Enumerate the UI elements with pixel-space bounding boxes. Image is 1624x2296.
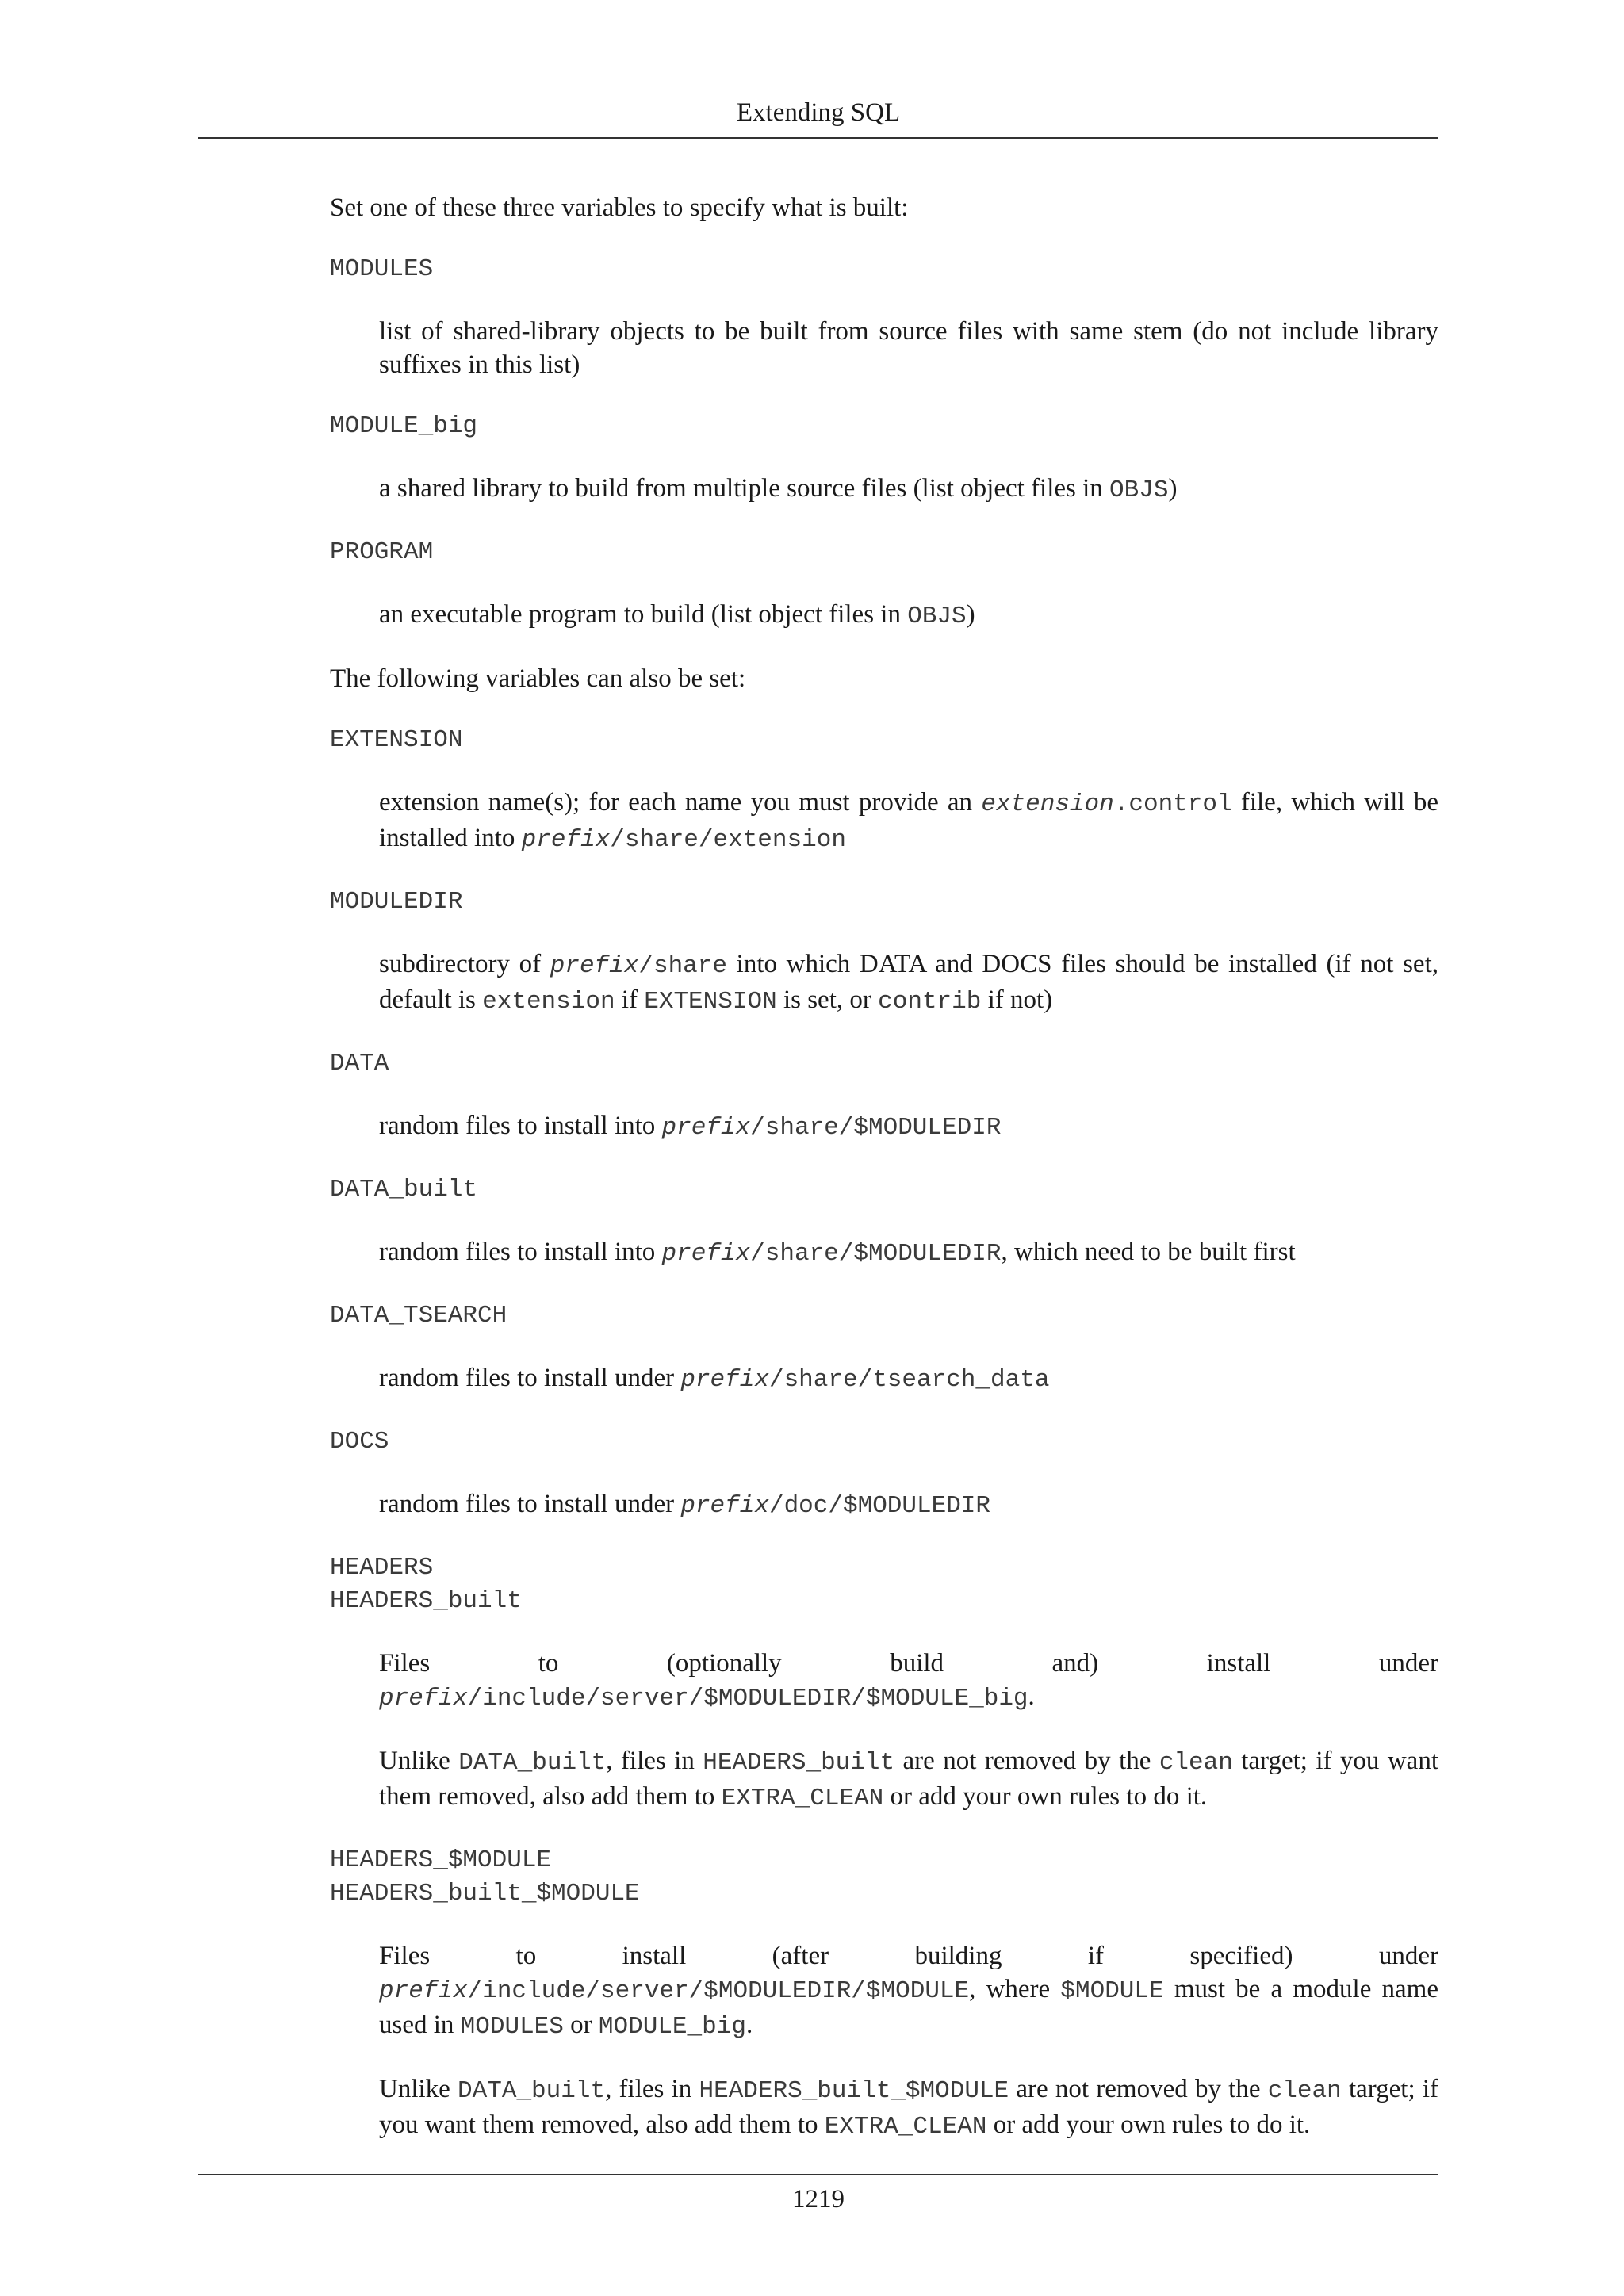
def-headers-p2: Unlike DATA_built, files in HEADERS_built are not removed by the clean target; if you want them removed, also add them to EXTRA_CLEAN or add your own rules to do it.: [379, 1747, 1438, 1812]
term-program: PROGRAM: [330, 538, 434, 566]
def-data-built: random files to install into prefix/share/$MODULEDIR, which need to be built first: [379, 1238, 1296, 1268]
term-headers-module: HEADERS_$MODULE HEADERS_built_$MODULE: [330, 1846, 640, 1908]
term-headers: HEADERS HEADERS_built: [330, 1554, 522, 1615]
page-body: [330, 191, 1438, 2172]
footer-rule: [198, 2174, 1438, 2175]
def-module-big: a shared library to build from multiple source files (list object files in OBJS): [379, 474, 1178, 504]
term-module-big: MODULE_big: [330, 412, 478, 440]
header-rule: [198, 137, 1438, 139]
def-modules: list of shared-library objects to be built from source files with same stem (do not include library suffixes in this list): [379, 317, 1438, 379]
term-docs: DOCS: [330, 1428, 389, 1456]
def-moduledir: subdirectory of prefix/share into which DATA and DOCS files should be installed (if not set, default is extension if EXTENSION is set, or contrib if not): [379, 950, 1438, 1016]
def-program: an executable program to build (list object files in OBJS): [379, 600, 975, 630]
def-headers-module-p2: Unlike DATA_built, files in HEADERS_built_$MODULE are not removed by the clean target; if you want them removed, also add them to EXTRA_CLEAN or add your own rules to do it.: [379, 2075, 1439, 2141]
term-moduledir: MODULEDIR: [330, 888, 463, 916]
page-number: 1219: [792, 2185, 845, 2214]
def-headers-module-p1: Files to install (after building if specified) under prefix/include/server/$MODULEDIR/$MODULE, where $MODULE must be a module name used in MODULES or MODULE_big.: [379, 1942, 1438, 2041]
def-data-tsearch: random files to install under prefix/share/tsearch_data: [379, 1364, 1050, 1394]
def-data: random files to install into prefix/share/$MODULEDIR: [379, 1112, 1002, 1142]
term-data-tsearch: DATA_TSEARCH: [330, 1302, 508, 1330]
term-data: DATA: [330, 1050, 389, 1077]
code-objs: OBJS: [1109, 476, 1169, 504]
def-extension: extension name(s); for each name you must provide an extension.control file, which will be installed into prefix/share/extension: [379, 788, 1439, 854]
term-modules: MODULES: [330, 255, 434, 283]
def-headers-p1: Files to (optionally build and) install under prefix/include/server/$MODULEDIR/$MODULE_big.: [379, 1649, 1438, 1712]
term-data-built: DATA_built: [330, 1176, 478, 1203]
term-extension: EXTENSION: [330, 726, 463, 754]
intro-paragraph: Set one of these three variables to specify what is built:: [330, 193, 909, 222]
also-paragraph: The following variables can also be set:: [330, 664, 746, 693]
running-header: Extending SQL: [736, 98, 901, 127]
def-docs: random files to install under prefix/doc/$MODULEDIR: [379, 1490, 991, 1520]
code-objs: OBJS: [907, 603, 967, 630]
